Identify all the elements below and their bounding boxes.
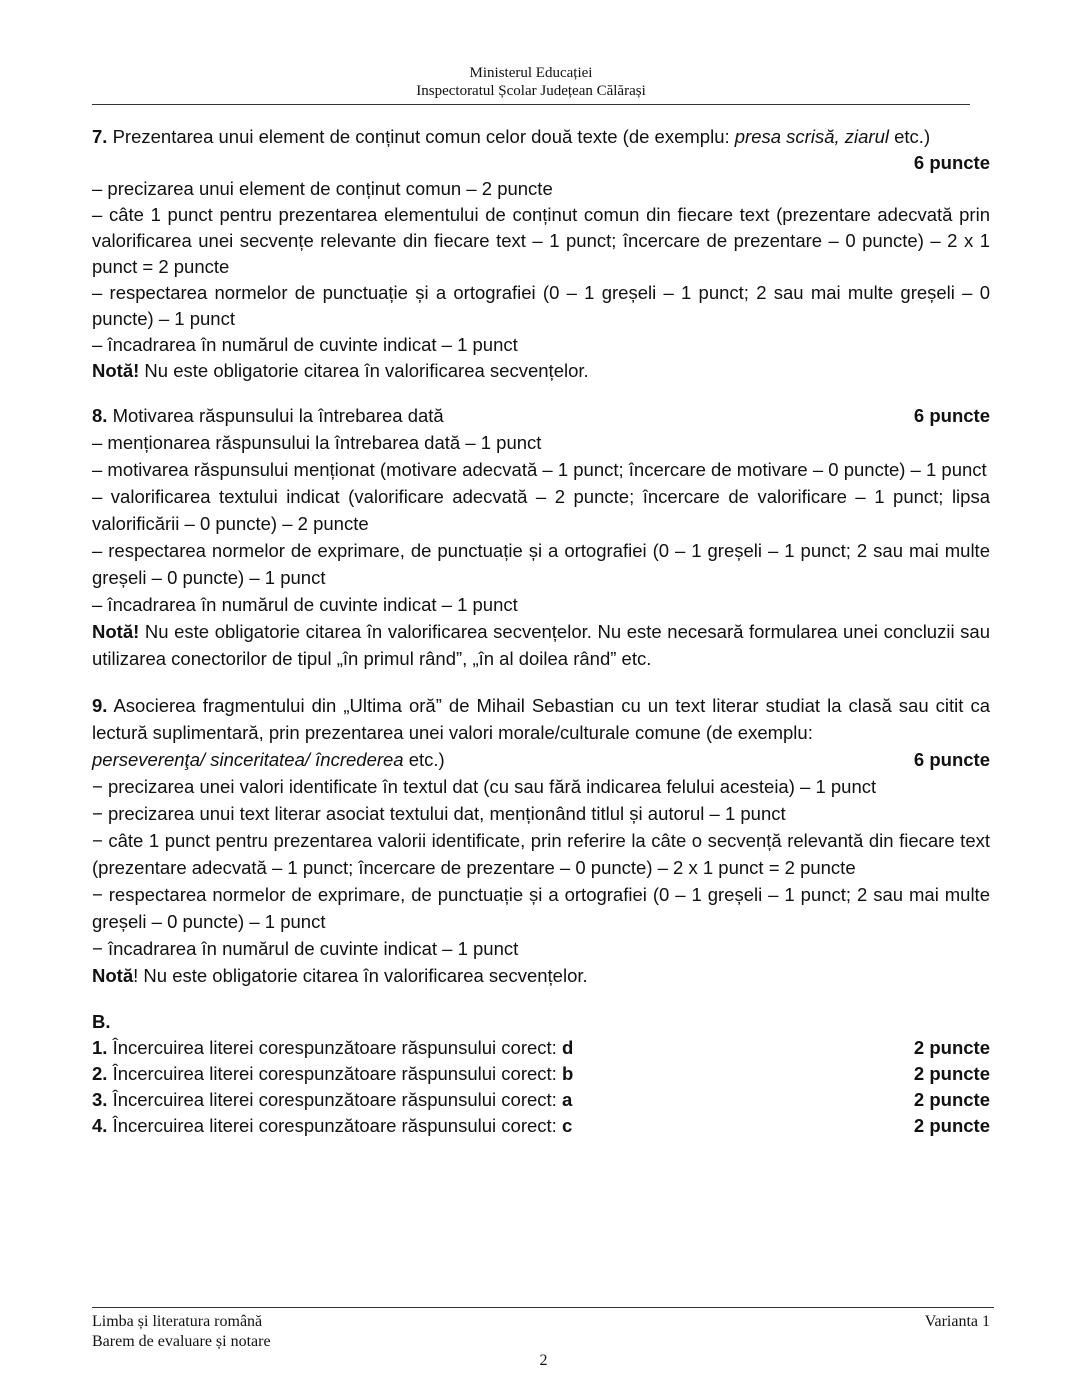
- footer-left: [92, 1312, 271, 1352]
- footer-variant: Varianta 1: [924, 1313, 990, 1330]
- b-points: 2 puncte: [913, 1115, 990, 1136]
- q8-title: 8. Motivarea răspunsului la întrebarea dată: [92, 405, 444, 426]
- b-points: 2 puncte: [913, 1037, 990, 1058]
- header-inspectorate: Inspectoratul Școlar Județean Călărași: [416, 83, 646, 99]
- spacer: [92, 672, 990, 692]
- q7-criterion: – respectarea normelor de punctuație și a ortografiei (0 – 1 greșeli – 1 punct; 2 sau mai multe greșeli – 0 puncte) – 1 punct: [92, 282, 990, 329]
- q9-criterion: − respectarea normelor de exprimare, de punctuație și a ortografiei (0 – 1 greșeli – 1 punct; 2 sau mai multe greșeli – 0 puncte) – 1 punct: [92, 884, 990, 932]
- q8-criterion: – menționarea răspunsului la întrebarea dată – 1 punct: [92, 432, 542, 453]
- footer-subject: Limba și literatura română: [92, 1313, 263, 1330]
- page-number: 2: [539, 1352, 548, 1369]
- q8-note: Notă! Nu este obligatorie citarea în valorificarea secvențelor. Nu este necesară formularea unei concluzii sau utilizarea conectorilor de tipul „în primul rând”, „în al doilea rând” etc.: [92, 621, 990, 669]
- q7-title: 7. Prezentarea unui element de conținut comun celor două texte (de exemplu: presa scrisă, ziarul etc.): [92, 126, 931, 147]
- document-body: [92, 124, 990, 1139]
- header-rule: [92, 104, 970, 105]
- question-8: [92, 402, 990, 672]
- q7-note: Notă! Nu este obligatorie citarea în valorificarea secvențelor.: [92, 360, 589, 381]
- footer-doc-type: Barem de evaluare și notare: [92, 1333, 271, 1350]
- q9-criterion: − câte 1 punct pentru prezentarea valorii identificate, prin referire la câte o secvență relevantă din fiecare text (prezentare adecvată – 1 punct; încercare de prezentare – 0 puncte) – 2 x 1 punct = 2 puncte: [92, 830, 990, 878]
- q9-example-row: [92, 746, 990, 773]
- footer-rule: [92, 1307, 994, 1308]
- q9-title: 9. Asocierea fragmentului din „Ultima oră” de Mihail Sebastian cu un text literar studiat la clasă sau citit ca lectură suplimentară, prin prezentarea unei valori morale/culturale comune (de exemplu:: [92, 695, 990, 743]
- b-item-4: 4. Încercuirea literei corespunzătoare răspunsului corect: c 2 puncte: [92, 1113, 990, 1139]
- q8-criterion: – încadrarea în numărul de cuvinte indicat – 1 punct: [92, 594, 518, 615]
- b-answer: d: [561, 1037, 574, 1058]
- q7-points: 6 puncte: [913, 152, 990, 173]
- q9-criterion: − precizarea unui text literar asociat textului dat, menționând titlul și autorul – 1 punct: [92, 803, 786, 824]
- section-b-label: B.: [92, 1011, 111, 1032]
- b-item-2: 2. Încercuirea literei corespunzătoare răspunsului corect: b 2 puncte: [92, 1061, 990, 1087]
- q9-points: 6 puncte: [913, 749, 990, 770]
- q9-criterion: − precizarea unei valori identificate în textul dat (cu sau fără indicarea felului acesteia) – 1 punct: [92, 776, 877, 797]
- b-answer: c: [561, 1115, 573, 1136]
- section-b: [92, 1009, 990, 1139]
- q9-example: perseverenţa/ sinceritatea/ încrederea etc.): [92, 749, 445, 770]
- spacer: [92, 989, 990, 1009]
- question-7: [92, 124, 990, 384]
- b-answer: a: [561, 1089, 573, 1110]
- q8-criterion: – motivarea răspunsului menționat (motivare adecvată – 1 punct; încercare de motivare – 0 puncte) – 1 punct: [92, 459, 987, 480]
- b-item-1: 1. Încercuirea literei corespunzătoare răspunsului corect: d 2 puncte: [92, 1035, 990, 1061]
- q8-points: 6 puncte: [913, 405, 990, 426]
- question-9: [92, 692, 990, 989]
- b-points: 2 puncte: [913, 1089, 990, 1110]
- b-item-3: 3. Încercuirea literei corespunzătoare răspunsului corect: a 2 puncte: [92, 1087, 990, 1113]
- q8-criterion: – valorificarea textului indicat (valorificare adecvată – 2 puncte; încercare de valorificare – 1 punct; lipsa valorificării – 0 puncte) – 2 puncte: [92, 486, 990, 534]
- page-header: [92, 64, 970, 100]
- q7-criterion: – încadrarea în numărul de cuvinte indicat – 1 punct: [92, 334, 518, 355]
- b-answer: b: [561, 1063, 574, 1084]
- q9-note: Notă! Nu este obligatorie citarea în valorificarea secvențelor.: [92, 965, 588, 986]
- q8-title-row: [92, 402, 990, 429]
- spacer: [92, 384, 990, 402]
- q7-criterion: – câte 1 punct pentru prezentarea elementului de conținut comun din fiecare text (prezentare adecvată prin valorificarea unei secvențe relevante din fiecare text – 1 punct; încercare de prezentare – 0 puncte) – 2 x 1 punct = 2 puncte: [92, 204, 990, 277]
- q8-criterion: – respectarea normelor de exprimare, de punctuație și a ortografiei (0 – 1 greșeli – 1 punct; 2 sau mai multe greșeli – 0 puncte) – 1 punct: [92, 540, 990, 588]
- header-ministry: Ministerul Educației: [469, 65, 593, 81]
- q9-criterion: − încadrarea în numărul de cuvinte indicat – 1 punct: [92, 938, 519, 959]
- q7-criterion: – precizarea unui element de conținut comun – 2 puncte: [92, 178, 553, 199]
- b-points: 2 puncte: [913, 1063, 990, 1084]
